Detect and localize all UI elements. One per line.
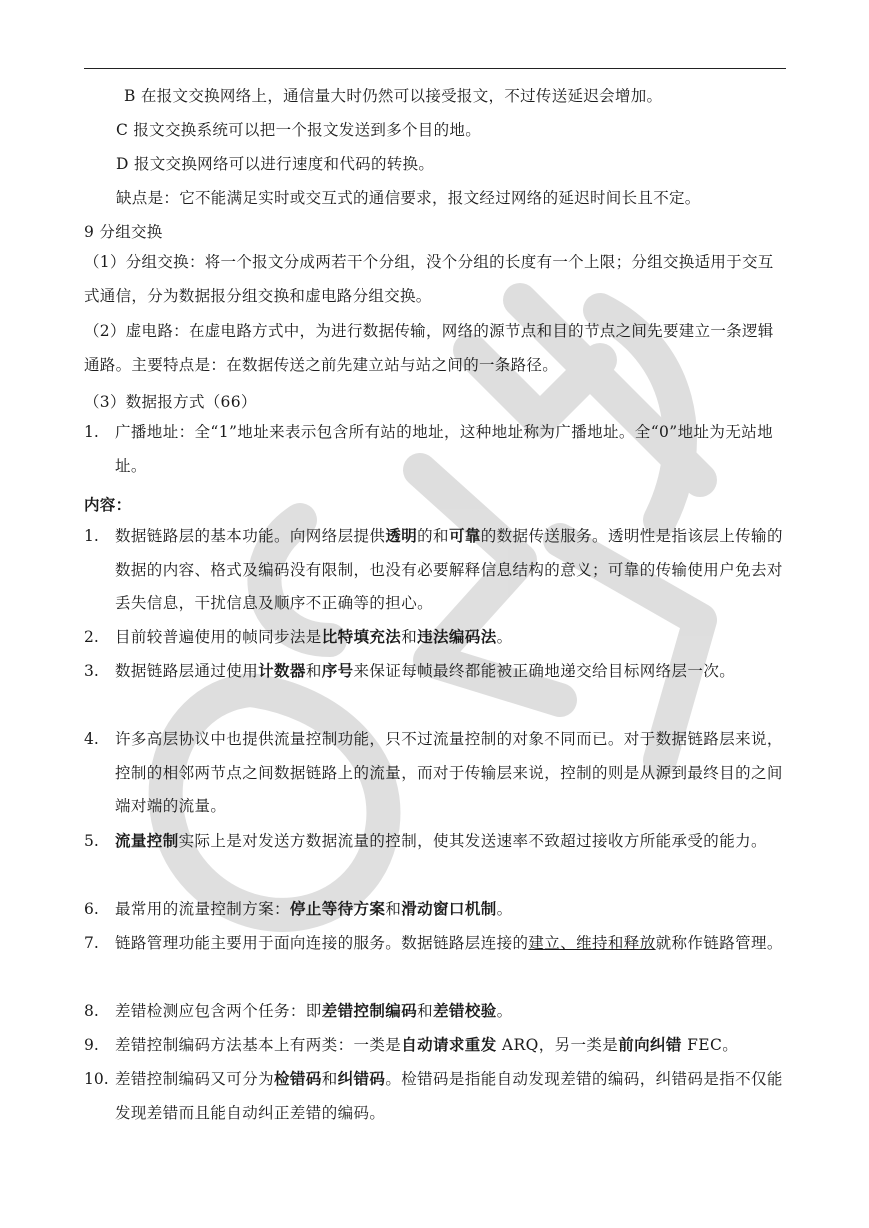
- list-text: 数据链路层通过使用计数器和序号来保证每帧最终都能被正确地递交给目标网络层一次。: [115, 662, 736, 680]
- virtual-circuit-paragraph: （2）虚电路：在虚电路方式中，为进行数据传输，网络的源节点和目的节点之间先要建立一条逻辑通路。主要特点是：在数据传送之前先建立站与站之间的一条路径。: [84, 322, 774, 374]
- list-item: [84, 927, 786, 995]
- list-item: [84, 723, 786, 825]
- list-item: [84, 1063, 786, 1131]
- list-number: 9.: [84, 1036, 99, 1054]
- list-item: [84, 825, 786, 893]
- list-item: [84, 621, 786, 655]
- list-number: 10.: [84, 1070, 109, 1088]
- list-text: 目前较普遍使用的帧同步法是比特填充法和违法编码法。: [115, 628, 513, 646]
- option-b: B 在报文交换网络上，通信量大时仍然可以接受报文，不过传送延迟会增加。: [124, 87, 663, 105]
- section-heading: 9 分组交换: [84, 223, 163, 241]
- list-text: 流量控制实际上是对发送方数据流量的控制，使其发送速率不致超过接收方所能承受的能力。: [115, 832, 767, 850]
- list-item: [84, 520, 786, 622]
- list-number: 2.: [84, 628, 99, 646]
- list-number: 8.: [84, 1002, 99, 1020]
- datagram-heading: （3）数据报方式（66）: [84, 393, 257, 411]
- list-item-broadcast: [84, 416, 786, 486]
- list-number: 4.: [84, 730, 99, 748]
- list-text: 广播地址：全“1”地址来表示包含所有站的地址，这种地址称为广播地址。全“0”地址为无站地址。: [115, 423, 774, 475]
- list-text: 链路管理功能主要用于面向连接的服务。数据链路层连接的建立、维持和释放就称作链路管理。: [115, 934, 783, 952]
- list-number: 3.: [84, 662, 99, 680]
- list-number: 1.: [84, 423, 99, 441]
- list-item: [84, 1029, 786, 1063]
- list-number: 5.: [84, 832, 99, 850]
- list-number: 7.: [84, 934, 99, 952]
- content-heading: 内容：: [84, 496, 132, 514]
- list-item: [84, 655, 786, 723]
- packet-switching-paragraph: （1）分组交换：将一个报文分成两若干个分组，没个分组的长度有一个上限；分组交换适用于交互式通信，分为数据报分组交换和虚电路分组交换。: [84, 253, 774, 305]
- list-number: 1.: [84, 527, 99, 545]
- list-text: 许多高层协议中也提供流量控制功能，只不过流量控制的对象不同而已。对于数据链路层来说，控制的相邻两节点之间数据链路上的流量，而对于传输层来说，控制的则是从源到最终目的之间端对端的流量。: [115, 730, 783, 815]
- list-text: 差错控制编码又可分为检错码和纠错码。检错码是指能自动发现差错的编码，纠错码是指不仅能发现差错而且能自动纠正差错的编码。: [115, 1070, 783, 1122]
- list-number: 6.: [84, 900, 99, 918]
- drawback-text: 缺点是：它不能满足实时或交互式的通信要求，报文经过网络的延迟时间长且不定。: [116, 189, 701, 207]
- option-d: D 报文交换网络可以进行速度和代码的转换。: [116, 155, 435, 173]
- list-item: [84, 893, 786, 927]
- list-text: 最常用的流量控制方案：停止等待方案和滑动窗口机制。: [115, 900, 513, 918]
- list-text: 差错控制编码方法基本上有两类：一类是自动请求重发 ARQ，另一类是前向纠错 FEC。: [115, 1036, 739, 1054]
- list-text: 差错检测应包含两个任务：即差错控制编码和差错校验。: [115, 1002, 513, 1020]
- option-c: C 报文交换系统可以把一个报文发送到多个目的地。: [116, 121, 481, 139]
- header-rule: [84, 68, 786, 69]
- list-text: 数据链路层的基本功能。向网络层提供透明的和可靠的数据传送服务。透明性是指该层上传输的数据的内容、格式及编码没有限制，也没有必要解释信息结构的意义；可靠的传输使用户免去对丢失信息，干扰信息及顺序不正确等的担心。: [115, 527, 783, 612]
- list-item: [84, 995, 786, 1029]
